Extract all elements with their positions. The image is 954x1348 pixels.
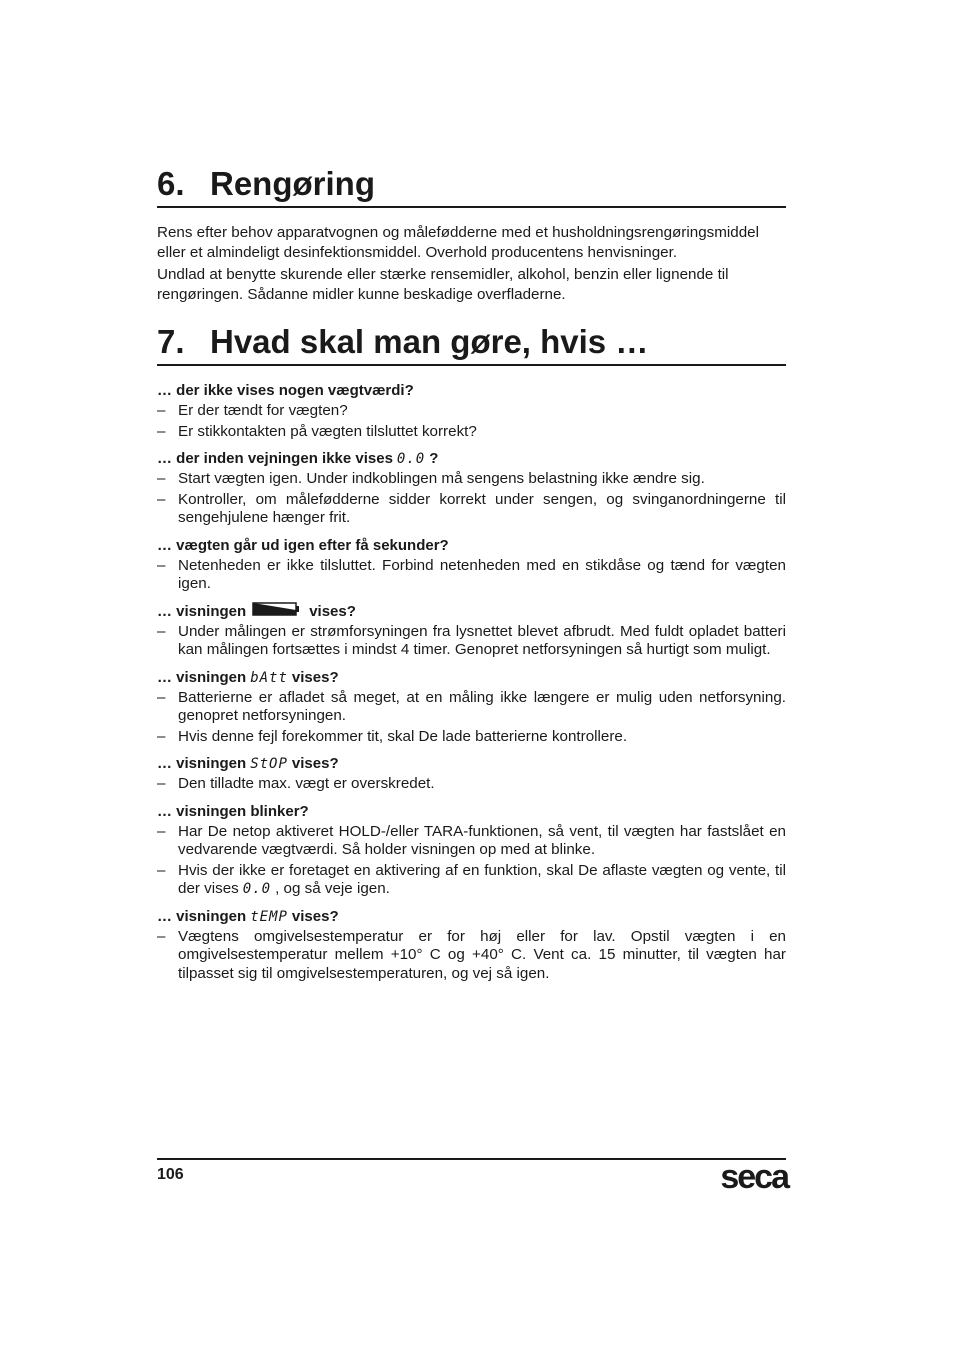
display-stop: StOP xyxy=(250,756,288,772)
section-7-heading xyxy=(157,322,786,366)
brand-logo: seca xyxy=(720,1158,788,1196)
question-batt: … visningen bAtt vises? xyxy=(157,668,339,686)
answers-zero-not-shown xyxy=(157,470,786,528)
section-6-paragraph-1: Rens efter behov apparatvognen og målefødderne med et husholdningsrengøringsmiddel eller et almindeligt desinfektionsmiddel. Overhold producentens henvisninger. xyxy=(157,224,759,261)
question-stop: … visningen StOP vises? xyxy=(157,755,339,772)
section-6-title: Rengøring xyxy=(210,165,375,202)
list-item: – Batterierne er afladet så meget, at en måling ikke længere er mulig uden netforsyning. genopret netforsyningen. xyxy=(157,688,786,724)
answers-display-blinks xyxy=(157,823,786,899)
page-number: 106 xyxy=(157,1166,184,1183)
section-7-title: Hvad skal man gøre, hvis … xyxy=(210,323,649,360)
answers-stop xyxy=(157,775,786,794)
answers-temp xyxy=(157,928,786,984)
list-item: – Hvis denne fejl forekommer tit, skal De lade batterierne kontrollere. xyxy=(157,727,628,745)
answers-batt xyxy=(157,689,786,747)
display-temp: tEMP xyxy=(250,908,288,925)
section-7-body xyxy=(157,381,786,991)
list-item: – Hvis der ikke er foretaget en aktivering af en funktion, skal De aflaste vægten og vente, til der vises 0.0 , og så veje igen. xyxy=(157,861,786,897)
question-scale-turns-off: … vægten går ud igen efter få sekunder? xyxy=(157,536,449,554)
list-item: – Under målingen er strømforsyningen fra lysnettet blevet afbrudt. Med fuldt opladet batteri kan målingen fortsættes i mindst 4 timer. Genopret netforsyningen så hurtigt som muligt. xyxy=(157,622,786,658)
list-item: – Er stikkontakten på vægten tilsluttet korrekt? xyxy=(157,422,477,440)
question-battery-symbol: … visningen vises? xyxy=(157,602,356,620)
list-item: – Start vægten igen. Under indkoblingen må sengens belastning ikke ændre sig. xyxy=(157,470,705,487)
question-display-blinks: … visningen blinker? xyxy=(157,802,309,820)
list-item: – Vægtens omgivelsestemperatur er for høj eller for lav. Opstil vægten i en omgivelsestemperatur mellem +10° C og +40° C. Vent ca. 15 minutter, til vægten har tilpasset sig til omgivelsestemperaturen, og vej så igen. xyxy=(157,927,786,982)
list-item: – Netenheden er ikke tilsluttet. Forbind netenheden med en stikdåse og tænd for vægten igen. xyxy=(157,556,786,592)
question-no-weight: … der ikke vises nogen vægtværdi? xyxy=(157,382,414,399)
question-temp: … visningen tEMP vises? xyxy=(157,907,339,925)
answers-scale-turns-off xyxy=(157,557,786,594)
display-batt: bAtt xyxy=(250,669,288,686)
section-7-number: 7. xyxy=(157,323,185,360)
answers-battery-symbol xyxy=(157,623,786,660)
battery-empty-icon xyxy=(252,602,300,622)
answers-no-weight xyxy=(157,402,786,441)
display-zero: 0.0 xyxy=(396,451,426,467)
display-zero: 0.0 xyxy=(242,881,272,897)
question-zero-not-shown: … der inden vejningen ikke vises 0.0 ? xyxy=(157,450,439,467)
list-item: – Er der tændt for vægten? xyxy=(157,402,348,419)
section-6-paragraph-2: Undlad at benytte skurende eller stærke rensemidler, alkohol, benzin eller lignende til rengøringen. Sådanne midler kunne beskadige overfladerne. xyxy=(157,266,729,303)
section-6-number: 6. xyxy=(157,165,185,202)
list-item: – Den tilladte max. vægt er overskredet. xyxy=(157,775,435,792)
section-6-heading xyxy=(157,164,786,208)
footer-rule xyxy=(157,1158,786,1160)
list-item: – Har De netop aktiveret HOLD-/eller TARA-funktionen, så vent, til vægten har fastslået en vedvarende vægtværdi. Så holder visningen op med at blinke. xyxy=(157,822,786,858)
section-6-body xyxy=(157,223,786,305)
list-item: – Kontroller, om målefødderne sidder korrekt under sengen, og svinganordningerne til sengehjulene hænger frit. xyxy=(157,490,786,526)
